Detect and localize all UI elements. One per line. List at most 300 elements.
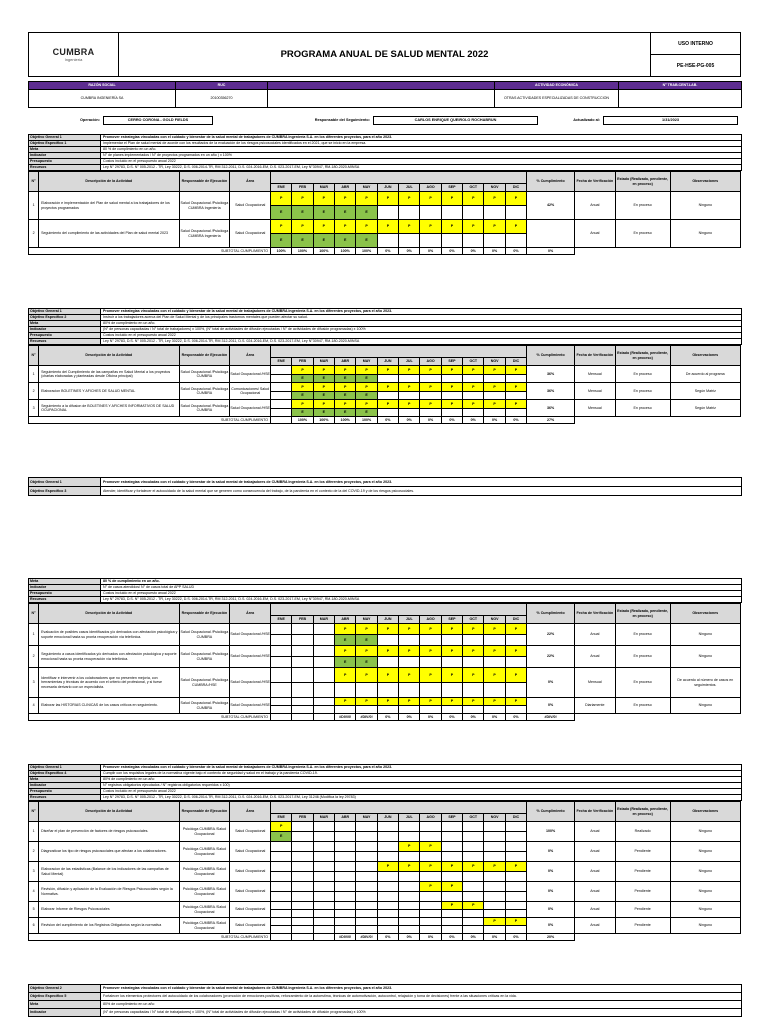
executed-cell [420, 657, 441, 668]
planned-cell: P [271, 822, 292, 832]
executed-cell [377, 391, 398, 400]
executed-cell [313, 926, 334, 934]
planned-cell: P [335, 668, 356, 683]
executed-cell [441, 391, 462, 400]
col-header-cumpl: % Cumplimiento [527, 604, 575, 624]
subtotal-cell: 0% [377, 417, 398, 424]
planned-cell [441, 842, 462, 852]
activity-cumplimiento: 100% [527, 822, 575, 842]
planned-cell [271, 882, 292, 892]
executed-cell [463, 206, 484, 220]
activity-fecha: Anual [575, 862, 616, 882]
executed-cell [335, 892, 356, 902]
meta-value: Cumplir con los requisitos legales de la normativa vigente bajo el contexto de seguridad y salud en el trabajo y la pandemia COVID-19. [101, 771, 742, 777]
activity-estado: En proceso [615, 192, 670, 220]
month-header: SEP [441, 358, 462, 366]
executed-cell [313, 832, 334, 842]
meta-label: Objetivo Específico 3 [29, 487, 101, 496]
subtotal-cell: 0% [377, 248, 398, 255]
executed-cell: E [335, 635, 356, 646]
month-header: DIC [505, 814, 526, 822]
executed-cell [420, 892, 441, 902]
month-header: OCT [463, 184, 484, 192]
activity-responsible: Salud Ocupacional /Psicóloga CUMBRA Ingeniería [179, 220, 230, 248]
executed-cell [313, 706, 334, 714]
planned-cell: P [399, 400, 420, 409]
executed-cell [399, 408, 420, 417]
planned-cell: P [399, 698, 420, 706]
planned-cell: P [505, 192, 526, 206]
subtotal-cell: 0% [399, 417, 420, 424]
planned-cell [292, 862, 313, 872]
activity-observaciones: Según Matriz [670, 400, 740, 417]
subtotal-cell: 0% [463, 714, 484, 721]
activity-fecha: Mensual [575, 383, 616, 400]
planned-cell: P [377, 668, 398, 683]
planned-cell: P [463, 698, 484, 706]
executed-cell [441, 206, 462, 220]
planned-cell [420, 918, 441, 926]
executed-cell [377, 206, 398, 220]
col-header-fecha: Fecha de Verificación [575, 604, 616, 624]
meta-label: Meta [29, 579, 101, 585]
executed-cell: E [271, 206, 292, 220]
executed-cell [420, 374, 441, 383]
meta-value: 80% de cumplimiento en un año [101, 1001, 742, 1009]
month-header: AGO [420, 814, 441, 822]
planned-cell: P [420, 624, 441, 635]
planned-cell: P [292, 383, 313, 392]
executed-cell [313, 852, 334, 862]
activity-estado: En proceso [615, 668, 670, 698]
month-header: NOV [484, 358, 505, 366]
executed-cell [463, 706, 484, 714]
executed-cell: E [335, 374, 356, 383]
executed-cell [377, 910, 398, 918]
planned-cell: P [441, 192, 462, 206]
activity-estado: Pendiente [615, 862, 670, 882]
planned-cell [335, 902, 356, 910]
planned-cell [313, 918, 334, 926]
planned-cell [271, 400, 292, 409]
activity-estado: En proceso [615, 646, 670, 668]
meta-value: (N° de personas capacitadas / N° total de trabajadores) x 100%, (N° total de actividades de difusión ejecutadas / N° de actividades de difusión programadas) x 100% [101, 327, 742, 333]
meta-label: Recursos [29, 165, 101, 171]
month-header: MAR [313, 358, 334, 366]
planned-cell: P [377, 646, 398, 657]
planned-cell [292, 624, 313, 635]
planned-cell [271, 383, 292, 392]
executed-cell [271, 683, 292, 698]
executed-cell: E [292, 391, 313, 400]
executed-cell [356, 926, 377, 934]
col-header-fecha: Fecha de Verificación [575, 346, 616, 366]
executed-cell [463, 374, 484, 383]
activity-observaciones: Ninguno [670, 698, 740, 714]
month-header: AGO [420, 616, 441, 624]
ruc-value: 20100356270 [176, 90, 268, 108]
planned-cell [313, 624, 334, 635]
executed-cell: E [292, 206, 313, 220]
subtotal-cell: 0% [377, 714, 398, 721]
col-header-area: Área [230, 802, 271, 822]
activity-responsible: Psicóloga CUMBRA /Salud Ocupacional [179, 882, 230, 902]
planned-cell: P [292, 220, 313, 234]
executed-cell [292, 706, 313, 714]
planned-cell: P [420, 862, 441, 872]
activity-estado: En proceso [615, 220, 670, 248]
activity-observaciones: Ninguno [670, 646, 740, 668]
planned-cell: P [399, 192, 420, 206]
planned-cell: P [399, 220, 420, 234]
planned-cell [463, 822, 484, 832]
activity-description: Seguimiento a casos identificados y/o derivados con afectación psicológica y soporte emocional hasta su pronta recuperación vía telefónica. [39, 646, 179, 668]
planned-cell [441, 822, 462, 832]
row-number: 4 [29, 882, 39, 902]
meta-label: Indicador [29, 783, 101, 789]
activity-description: Revision del cumplimiento de los Registros Obligatorios según la normativa [39, 918, 179, 934]
month-header: ABR [335, 184, 356, 192]
meta-value: Implementar el Plan de salud mental de acorde con los resultados de la evaluación de los riesgos psicosociales identificados en el 2021, que se inicio en la empresa. [101, 141, 742, 147]
executed-cell [377, 683, 398, 698]
month-header: DIC [505, 184, 526, 192]
executed-cell [463, 872, 484, 882]
block-6 [28, 984, 741, 1017]
planned-cell [335, 918, 356, 926]
activity-fecha: Anual [575, 220, 616, 248]
subtotal-cell: #DIV/0! [356, 934, 377, 941]
month-header: MAR [313, 814, 334, 822]
planned-cell: P [271, 220, 292, 234]
month-header: DIC [505, 358, 526, 366]
executed-cell [463, 910, 484, 918]
activity-area: Salud Ocupacional [230, 220, 271, 248]
planned-cell: P [441, 383, 462, 392]
actualizado-label: Actualizado al: [573, 118, 600, 122]
executed-cell [441, 872, 462, 882]
col-header-cumpl: % Cumplimiento [527, 346, 575, 366]
activity-fecha: Anual [575, 902, 616, 918]
meta-label: Indicador [29, 327, 101, 333]
executed-cell: E [292, 374, 313, 383]
executed-cell [356, 910, 377, 918]
activity-area: Salud Ocupacional /HSE [230, 400, 271, 417]
planned-cell: P [463, 366, 484, 375]
row-number: 1 [29, 366, 39, 383]
activity-estado: Realizado [615, 822, 670, 842]
executed-cell [271, 391, 292, 400]
block-4 [28, 578, 741, 721]
planned-cell [292, 842, 313, 852]
planned-cell: P [420, 882, 441, 892]
planned-cell: P [356, 366, 377, 375]
executed-cell [420, 234, 441, 248]
executed-cell [356, 852, 377, 862]
executed-cell [420, 206, 441, 220]
planned-cell [271, 918, 292, 926]
row-number: 1 [29, 192, 39, 220]
activity-fecha: Anual [575, 918, 616, 934]
month-header: JUL [399, 616, 420, 624]
executed-cell [292, 852, 313, 862]
planned-cell [356, 842, 377, 852]
meta-value: Ley N° 29783, D.S. N° 005-2012 - TR, Ley 30222, D.S. 006-2014-TR, RM 312-2011, D.S. 024-2016-EM, D.S. 023-2017-EM, Ley N°30947, RM-180-2020-MINSA [101, 597, 742, 603]
planned-cell: P [505, 220, 526, 234]
planned-cell: P [335, 624, 356, 635]
subtotal-cell [271, 417, 292, 424]
month-header: JUN [377, 814, 398, 822]
planned-cell: P [441, 624, 462, 635]
planned-cell [292, 902, 313, 910]
subtotal-cell: 0% [463, 417, 484, 424]
activity-responsible: Salud Ocupacional /Psicóloga CUMBRA [179, 646, 230, 668]
executed-cell [377, 706, 398, 714]
activity-area: Salud Ocupacional [230, 918, 271, 934]
col-header-estado: Estado (Realizado, pendiente, en proceso) [615, 172, 670, 192]
executed-cell [399, 926, 420, 934]
planned-cell: P [441, 698, 462, 706]
executed-cell [484, 706, 505, 714]
planned-cell [313, 882, 334, 892]
executed-cell [292, 872, 313, 882]
activity-cumplimiento: 0% [527, 918, 575, 934]
executed-cell: E [356, 657, 377, 668]
subtotal-cell [271, 714, 292, 721]
month-header: OCT [463, 814, 484, 822]
planned-cell: P [377, 192, 398, 206]
code-label: USO INTERNO [678, 40, 713, 47]
planned-cell [484, 822, 505, 832]
executed-cell [377, 234, 398, 248]
meta-label: Objetivo General 1 [29, 478, 101, 487]
planned-cell: P [505, 646, 526, 657]
executed-cell [399, 234, 420, 248]
executed-cell [484, 374, 505, 383]
subtotal-cell: 0% [441, 934, 462, 941]
meta-value: Costos incluido en el presupuesto anual 2022 [101, 591, 742, 597]
activity-description: Revisión, difusión y aplicación de la Evaluación de Riesgos Psicosociales según la Normativa. [39, 882, 179, 902]
planned-cell [463, 882, 484, 892]
planned-cell: P [484, 698, 505, 706]
planned-cell: P [399, 668, 420, 683]
row-number: 3 [29, 862, 39, 882]
activity-fecha: Anual [575, 192, 616, 220]
activity-area: Salud Ocupacional [230, 192, 271, 220]
subtotal-label: SUBTOTAL CUMPLIMIENTO [29, 714, 271, 721]
subtotal-total: #DIV/0! [527, 714, 575, 721]
month-header: ENE [271, 184, 292, 192]
col-header-desc: Descripción de la Actividad [39, 346, 179, 366]
operation-row [28, 114, 741, 126]
month-header: FEB [292, 358, 313, 366]
subtotal-cell: 0% [441, 417, 462, 424]
activity-estado: En proceso [615, 624, 670, 646]
planned-cell: P [441, 400, 462, 409]
meta-label: Meta [29, 321, 101, 327]
planned-cell: P [441, 862, 462, 872]
planned-cell: P [377, 698, 398, 706]
col-header-months-blank [271, 802, 527, 814]
executed-cell [399, 872, 420, 882]
subtotal-cell: 0% [377, 934, 398, 941]
planned-cell: P [335, 383, 356, 392]
planned-cell [505, 902, 526, 910]
activity-responsible: Salud Ocupacional /Psicóloga CUMBRA [179, 383, 230, 400]
executed-cell [292, 892, 313, 902]
executed-cell [505, 374, 526, 383]
month-header: JUN [377, 184, 398, 192]
planned-cell: P [484, 192, 505, 206]
planned-cell: P [484, 383, 505, 392]
executed-cell [484, 206, 505, 220]
planned-cell [313, 646, 334, 657]
executed-cell [292, 926, 313, 934]
subtotal-cell [313, 934, 334, 941]
activity-estado: En proceso [615, 400, 670, 417]
activity-observaciones: Ninguno [670, 862, 740, 882]
planned-cell [271, 668, 292, 683]
executed-cell: E [356, 408, 377, 417]
activity-area: Salud Ocupacional /HSE [230, 668, 271, 698]
planned-cell: P [377, 383, 398, 392]
executed-cell [377, 852, 398, 862]
executed-cell [420, 910, 441, 918]
month-header: SEP [441, 616, 462, 624]
subtotal-total: 0% [527, 248, 575, 255]
planned-cell: P [505, 624, 526, 635]
executed-cell [399, 391, 420, 400]
meta-label: Recursos [29, 597, 101, 603]
executed-cell [505, 892, 526, 902]
executed-cell: E [313, 391, 334, 400]
planned-cell: P [335, 192, 356, 206]
col-header-resp: Responsable de Ejecución [179, 172, 230, 192]
col-header-cumpl: % Cumplimiento [527, 172, 575, 192]
activity-fecha: Diariamente [575, 698, 616, 714]
planned-cell [484, 842, 505, 852]
planned-cell [335, 882, 356, 892]
executed-cell [335, 872, 356, 882]
activity-fecha: Mensual [575, 366, 616, 383]
col-header-area: Área [230, 346, 271, 366]
activity-area: Salud Ocupacional [230, 902, 271, 918]
activity-fecha: Anual [575, 646, 616, 668]
subtotal-cell: 0% [420, 417, 441, 424]
activity-area: Salud Ocupacional /HSE [230, 646, 271, 668]
meta-label: Recursos [29, 795, 101, 801]
planned-cell: P [377, 862, 398, 872]
planned-cell: P [356, 698, 377, 706]
planned-cell [377, 822, 398, 832]
activity-description: Seguimiento a la difusion de BOLETINES Y AFICHES INFORMATIVOS DE SALUD OCUPACIONAL [39, 400, 179, 417]
planned-cell [356, 902, 377, 910]
executed-cell [292, 635, 313, 646]
activity-description: Identificar e intervenir a los colaboradores que no presenten mejoría, con herramientas y técnicas de acuerdo con el criterio del profesional, y si fuese necesaria derivarlo con un especialista. [39, 668, 179, 698]
planned-cell: P [335, 366, 356, 375]
executed-cell: E [356, 374, 377, 383]
planned-cell [420, 822, 441, 832]
executed-cell [441, 852, 462, 862]
month-header: OCT [463, 358, 484, 366]
activity-responsible: Salud Ocupacional /Psicóloga CUMBRA [179, 400, 230, 417]
executed-cell [463, 635, 484, 646]
executed-cell [377, 892, 398, 902]
month-header: ABR [335, 814, 356, 822]
executed-cell [484, 926, 505, 934]
executed-cell [420, 391, 441, 400]
executed-cell [292, 910, 313, 918]
meta-label: Presupuesto [29, 789, 101, 795]
subtotal-cell: 0% [484, 248, 505, 255]
executed-cell: E [313, 374, 334, 383]
executed-cell [377, 832, 398, 842]
company-logo [29, 33, 119, 76]
activity-responsible: Salud Ocupacional /Psicóloga CUMBRA [179, 698, 230, 714]
activity-responsible: Psicóloga CUMBRA /Salud Ocupacional [179, 902, 230, 918]
subtotal-cell [292, 934, 313, 941]
planned-cell: P [356, 646, 377, 657]
subtotal-label: SUBTOTAL CUMPLIMIENTO [29, 248, 271, 255]
executed-cell: E [271, 234, 292, 248]
executed-cell [484, 635, 505, 646]
actividad-value: OTRAS ACTIVIDADES ESPECIALIZADAS DE CONSTRUCCION [495, 90, 619, 108]
subtotal-cell: #DIV/0! [335, 714, 356, 721]
meta-value: N° de planes implementados / N° de proyectos programados en un año ) x 100% [101, 153, 742, 159]
planned-cell: P [420, 366, 441, 375]
planned-cell [292, 918, 313, 926]
planned-cell: P [335, 646, 356, 657]
row-number: 2 [29, 383, 39, 400]
col-header-area: Área [230, 172, 271, 192]
executed-cell [420, 852, 441, 862]
meta-value: Promover estrategias vinculadas con el cuidado y bienestar de la salud mental de trabajadores de CUMBRA Ingeniería S.A. en los diferentes proyectos, para el año 2023. [101, 309, 742, 315]
executed-cell: E [335, 657, 356, 668]
subtotal-cell: 100% [271, 248, 292, 255]
meta-label: Objetivo General 1 [29, 135, 101, 141]
month-header: MAY [356, 358, 377, 366]
subtotal-cell [292, 714, 313, 721]
trab-header: Nº TRAB.CENT.LAB. [619, 82, 742, 90]
planned-cell: P [484, 646, 505, 657]
meta-value: 80% de cumplimiento en un año [101, 777, 742, 783]
col-header-resp: Responsable de Ejecución [179, 802, 230, 822]
executed-cell [463, 852, 484, 862]
executed-cell [484, 852, 505, 862]
planned-cell [271, 842, 292, 852]
row-number: 1 [29, 624, 39, 646]
month-header: ENE [271, 358, 292, 366]
subtotal-cell: 0% [399, 714, 420, 721]
meta-value: 80 % de cumplimiento en un año. [101, 579, 742, 585]
executed-cell [505, 832, 526, 842]
row-number: 3 [29, 400, 39, 417]
activity-cumplimiento: 36% [527, 383, 575, 400]
meta-label: Meta [29, 1001, 101, 1009]
meta-label: Objetivo General 1 [29, 309, 101, 315]
executed-cell [484, 910, 505, 918]
executed-cell [420, 683, 441, 698]
executed-cell [441, 926, 462, 934]
planned-cell: P [505, 668, 526, 683]
executed-cell [377, 872, 398, 882]
meta-value: Ley N° 29783, D.S. N° 005-2012 - TR, Ley 30222, D.S. 006-2014-TR, RM 312-2011, D.S. 024-2016-EM, D.S. 023-2017-EM, Ley N°30947, RM-180-2020-MINSA [101, 339, 742, 345]
activity-cumplimiento: 0% [527, 902, 575, 918]
meta-label: Indicador [29, 1009, 101, 1017]
activity-cumplimiento: 0% [527, 668, 575, 698]
executed-cell: E [356, 391, 377, 400]
executed-cell [505, 391, 526, 400]
activity-cumplimiento: 22% [527, 646, 575, 668]
